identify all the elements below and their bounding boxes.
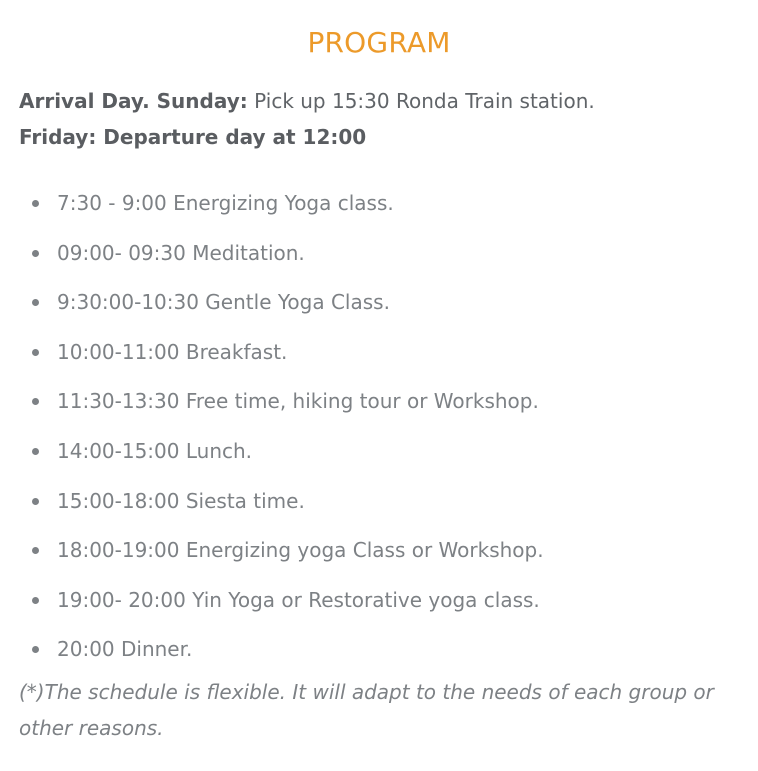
page-title: PROGRAM — [307, 26, 451, 59]
arrival-departure-info — [19, 83, 739, 155]
schedule-item-text: 20:00 Dinner. — [57, 637, 193, 662]
bullet-icon — [32, 646, 39, 653]
schedule-item-text: 09:00- 09:30 Meditation. — [57, 240, 305, 265]
schedule-item — [19, 284, 739, 334]
bullet-icon — [32, 547, 39, 554]
schedule-item — [19, 433, 739, 483]
departure-line: Friday: Departure day at 12:00 — [19, 125, 367, 149]
schedule-item-text: 19:00- 20:00 Yin Yoga or Restorative yoga class. — [57, 587, 540, 612]
bullet-icon — [32, 448, 39, 455]
schedule-item-text: 14:00-15:00 Lunch. — [57, 438, 253, 463]
bullet-icon — [32, 498, 39, 505]
schedule-note: (*)The schedule is flexible. It will adapt to the needs of each group or other reasons. — [19, 679, 714, 740]
schedule-item-text: 11:30-13:30 Free time, hiking tour or Workshop. — [57, 389, 539, 414]
schedule-item — [19, 185, 739, 235]
bullet-icon — [32, 200, 39, 207]
schedule-item — [19, 631, 739, 681]
arrival-text: Pick up 15:30 Ronda Train station. — [247, 89, 595, 113]
schedule-list — [19, 185, 739, 681]
schedule-item-text: 15:00-18:00 Siesta time. — [57, 488, 305, 513]
schedule-item — [19, 582, 739, 632]
bullet-icon — [32, 299, 39, 306]
schedule-item — [19, 483, 739, 533]
schedule-item-text: 10:00-11:00 Breakfast. — [57, 339, 288, 364]
schedule-item — [19, 383, 739, 433]
arrival-line — [19, 83, 739, 119]
bullet-icon — [32, 597, 39, 604]
schedule-item — [19, 334, 739, 384]
schedule-item-text: 9:30:00-10:30 Gentle Yoga Class. — [57, 290, 390, 315]
schedule-item-text: 18:00-19:00 Energizing yoga Class or Workshop. — [57, 538, 544, 563]
bullet-icon — [32, 398, 39, 405]
schedule-item-text: 7:30 - 9:00 Energizing Yoga class. — [57, 191, 394, 215]
bullet-icon — [32, 250, 39, 257]
bullet-icon — [32, 349, 39, 356]
schedule-item — [19, 235, 739, 285]
arrival-label: Arrival Day. Sunday: — [19, 89, 248, 113]
schedule-item — [19, 532, 739, 582]
